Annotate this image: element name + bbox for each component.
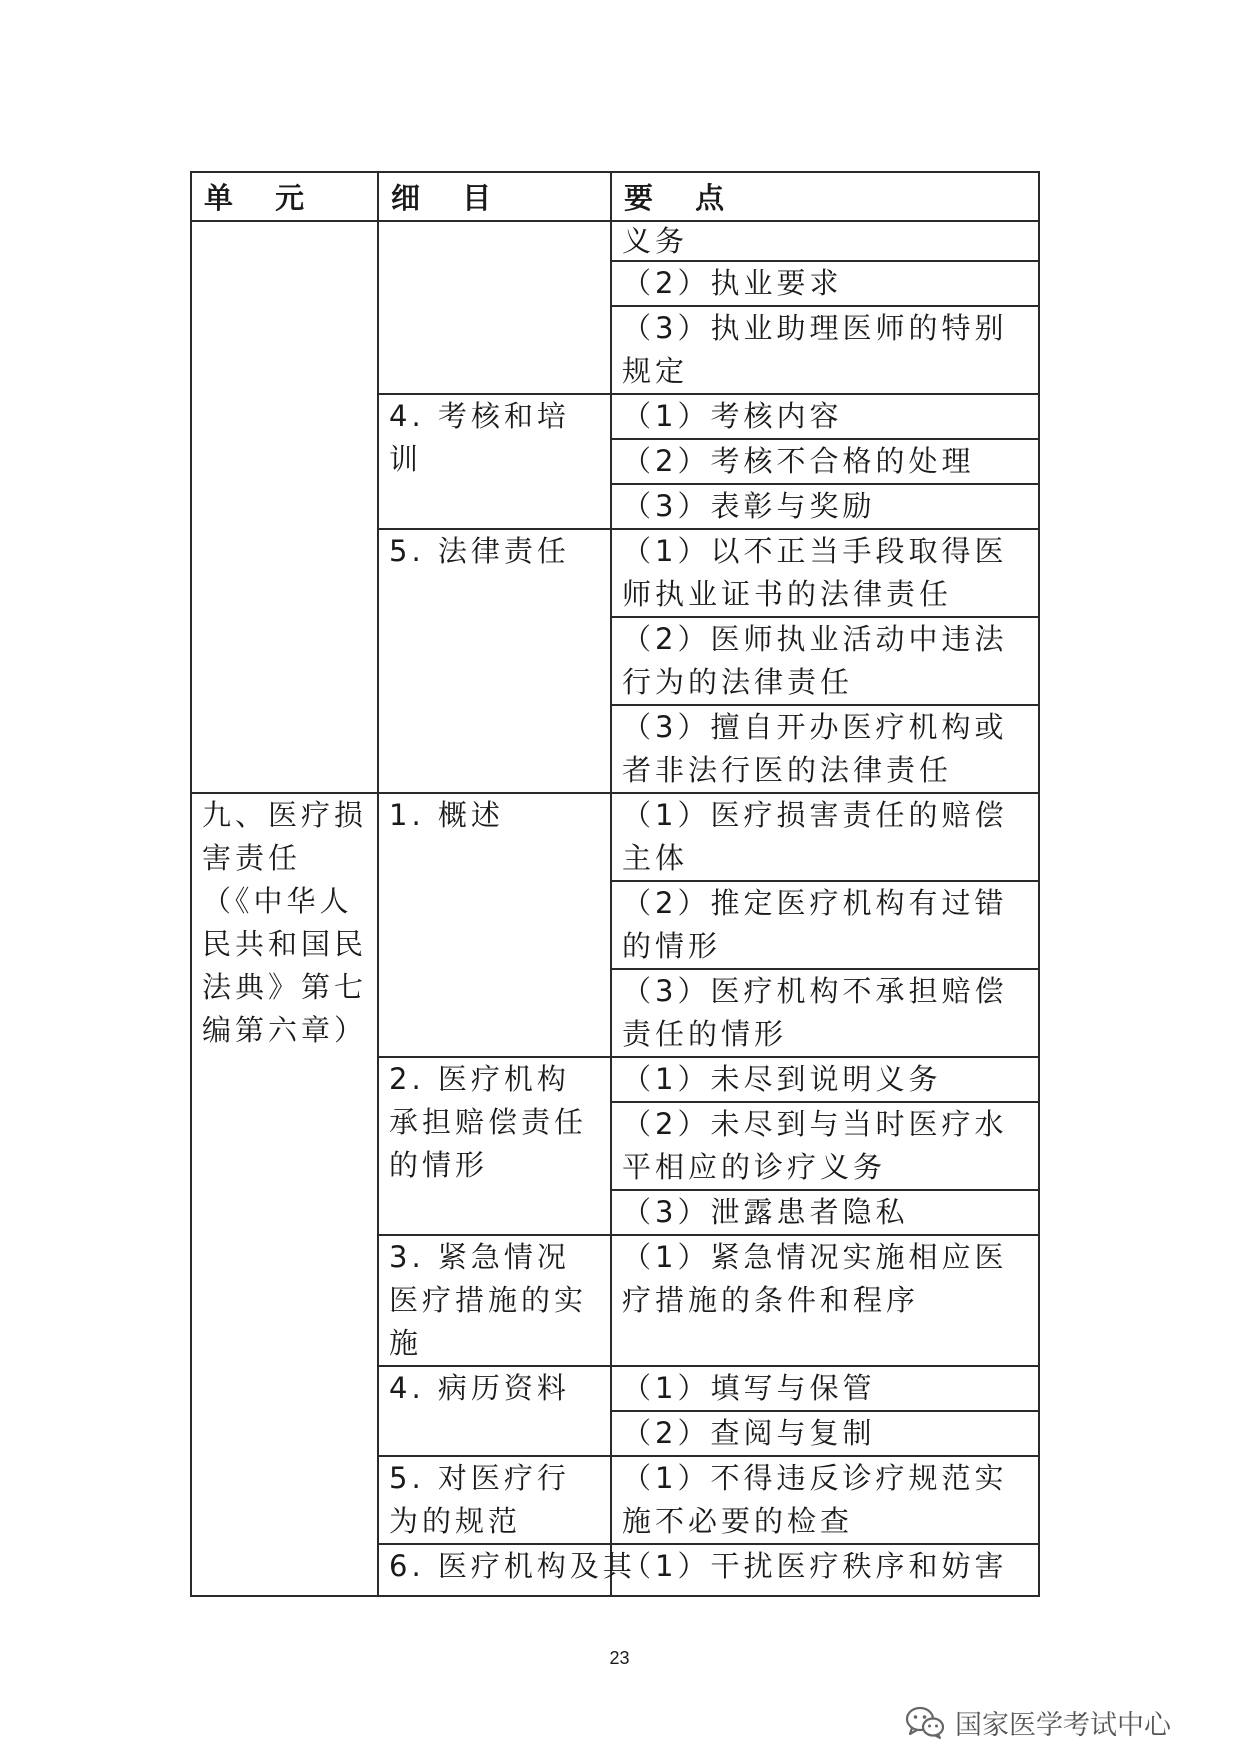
unit-cell: 九、医疗损害责任（《中华人民共和国民法典》第七编第六章） xyxy=(191,793,378,1596)
subitem-cell xyxy=(378,221,611,394)
keypoint-cell: （2）查阅与复制 xyxy=(611,1411,1039,1456)
wechat-icon xyxy=(905,1706,945,1740)
keypoint-cell: （2）推定医疗机构有过错的情形 xyxy=(611,881,1039,969)
header-subitem: 细 目 xyxy=(378,172,611,221)
keypoint-cell: （1）不得违反诊疗规范实施不必要的检查 xyxy=(611,1456,1039,1544)
keypoint-cell: （1）以不正当手段取得医师执业证书的法律责任 xyxy=(611,529,1039,617)
keypoint-cell: （1）填写与保管 xyxy=(611,1366,1039,1411)
keypoint-cell: （3）擅自开办医疗机构或者非法行医的法律责任 xyxy=(611,705,1039,793)
header-keypoint: 要 点 xyxy=(611,172,1039,221)
keypoint-cell: （3）执业助理医师的特别规定 xyxy=(611,306,1039,394)
keypoint-cell: （1）考核内容 xyxy=(611,394,1039,439)
keypoint-cell: （2）未尽到与当时医疗水平相应的诊疗义务 xyxy=(611,1102,1039,1190)
header-unit: 单 元 xyxy=(191,172,378,221)
source-watermark xyxy=(905,1703,1171,1742)
keypoint-cell: （2）医师执业活动中违法行为的法律责任 xyxy=(611,617,1039,705)
subitem-cell: 4. 病历资料 xyxy=(378,1366,611,1456)
unit-cell xyxy=(191,221,378,793)
keypoint-cell: 义务 xyxy=(611,221,1039,261)
subitem-cell: 5. 法律责任 xyxy=(378,529,611,793)
keypoint-cell: （2）执业要求 xyxy=(611,261,1039,306)
keypoint-cell: （1）未尽到说明义务 xyxy=(611,1057,1039,1102)
subitem-cell: 4. 考核和培训 xyxy=(378,394,611,529)
table-row xyxy=(191,221,1039,261)
keypoint-cell: （1）医疗损害责任的赔偿主体 xyxy=(611,793,1039,881)
subitem-cell: 2. 医疗机构承担赔偿责任的情形 xyxy=(378,1057,611,1235)
subitem-cell: 6. 医疗机构及其 xyxy=(378,1544,611,1596)
keypoint-cell: （3）泄露患者隐私 xyxy=(611,1190,1039,1235)
keypoint-cell: （2）考核不合格的处理 xyxy=(611,439,1039,484)
table-body xyxy=(191,221,1039,1596)
subitem-cell: 5. 对医疗行为的规范 xyxy=(378,1456,611,1544)
subitem-cell: 1. 概述 xyxy=(378,793,611,1057)
exam-outline-table xyxy=(190,171,1040,1597)
subitem-cell: 3. 紧急情况医疗措施的实施 xyxy=(378,1235,611,1366)
keypoint-cell: （1）干扰医疗秩序和妨害 xyxy=(611,1544,1039,1596)
table-row xyxy=(191,793,1039,881)
watermark-text: 国家医学考试中心 xyxy=(955,1710,1171,1741)
keypoint-cell: （1）紧急情况实施相应医疗措施的条件和程序 xyxy=(611,1235,1039,1366)
keypoint-cell: （3）医疗机构不承担赔偿责任的情形 xyxy=(611,969,1039,1057)
keypoint-cell: （3）表彰与奖励 xyxy=(611,484,1039,529)
page-number: 23 xyxy=(609,1648,630,1668)
table-header-row xyxy=(191,172,1039,221)
